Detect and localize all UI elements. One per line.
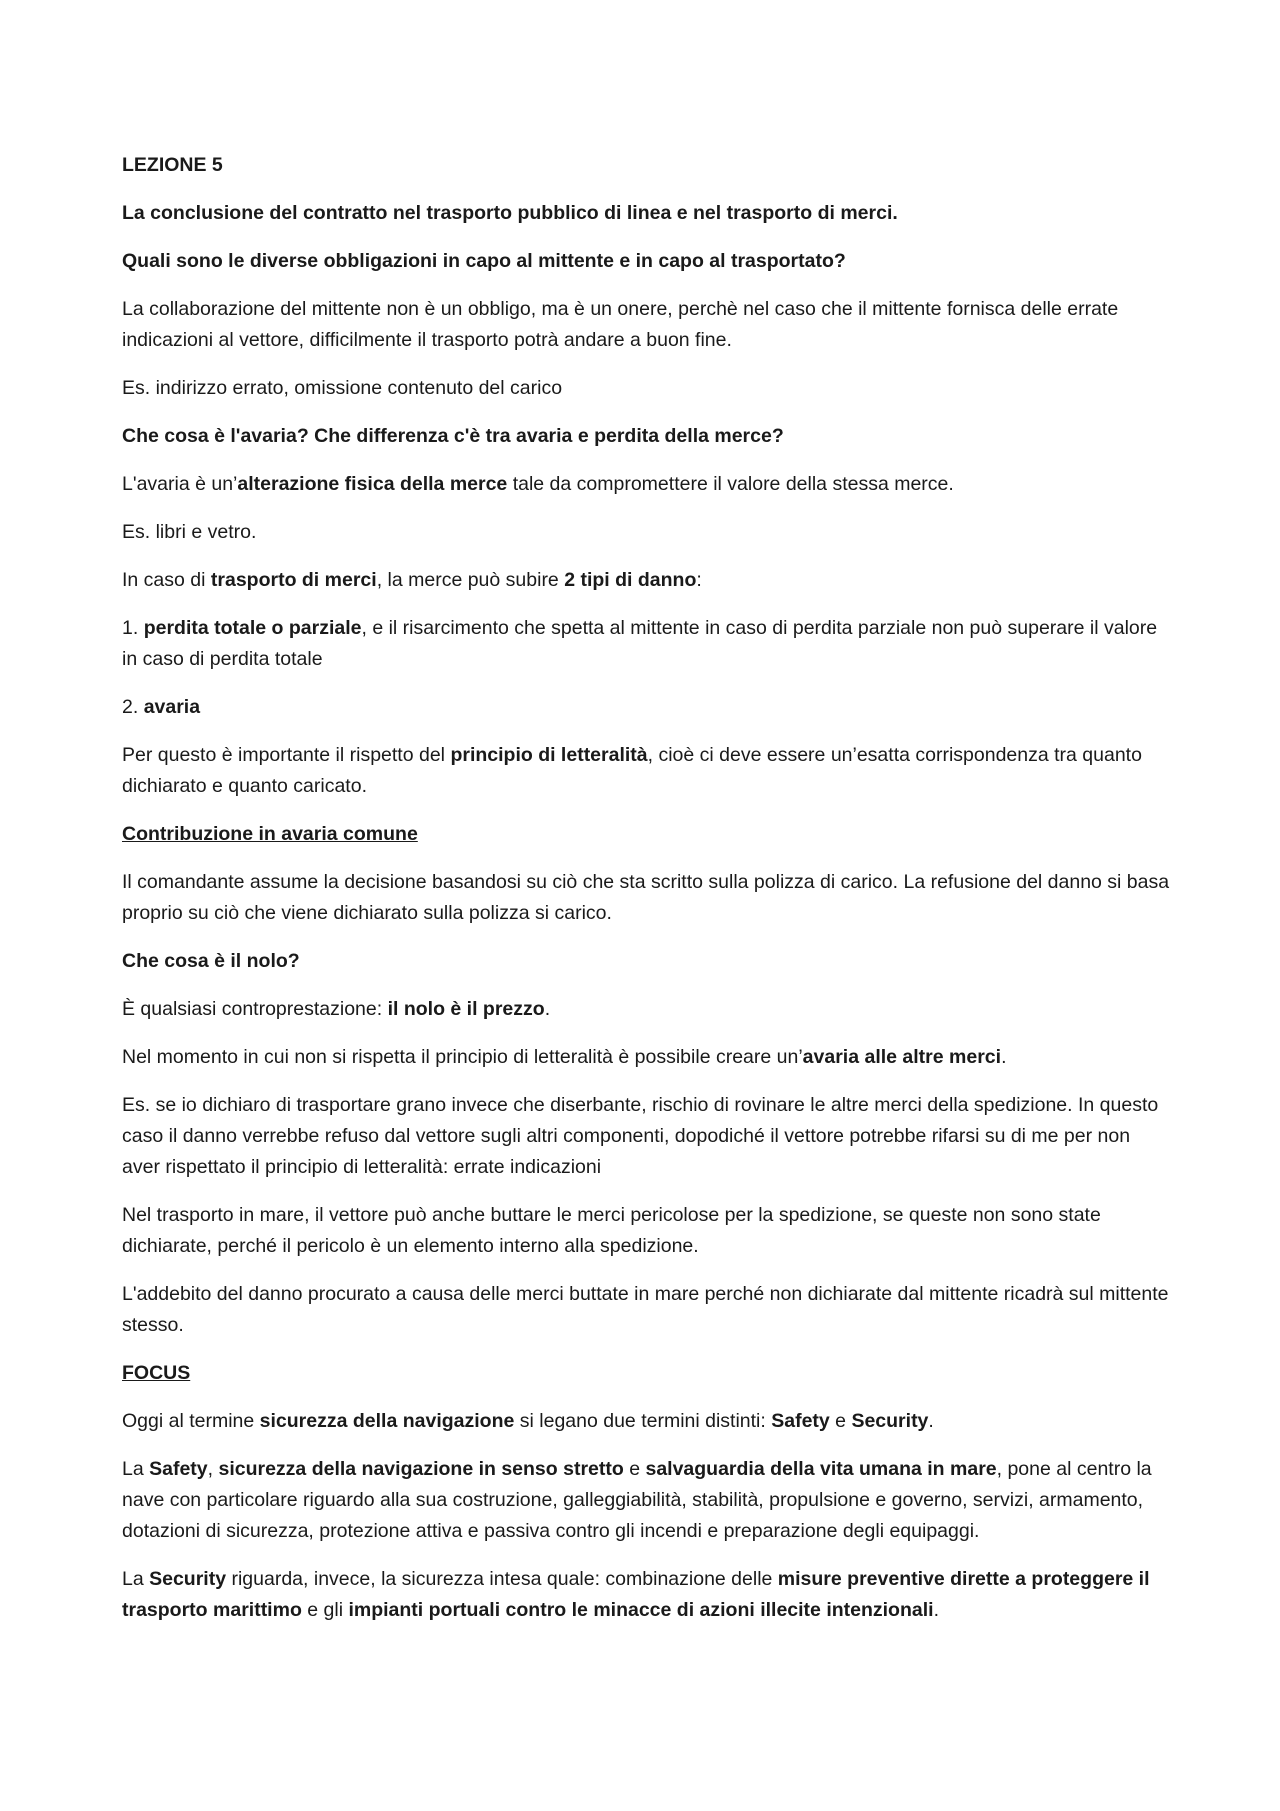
paragraph-example-grain: Es. se io dichiaro di trasportare grano invece che diserbante, rischio di rovinare le altre merci della spedizione. In questo caso il danno verrebbe refuso dal vettore sugli altri componenti, dopodiché il vettore potrebbe rifarsi su di me per non aver rispettato il principio di letteralità: errate indicazioni [122,1094,1159,1178]
paragraph-example-address: Es. indirizzo errato, omissione contenuto del carico [122,377,563,399]
question-obligations: Quali sono le diverse obbligazioni in capo al mittente e in capo al trasportato? [122,250,846,272]
paragraph-nolo-definition: È qualsiasi controprestazione: il nolo è il prezzo. [122,998,551,1020]
paragraph-sea-transport: Nel trasporto in mare, il vettore può anche buttare le merci pericolose per la spedizione, se queste non sono state dichiarate, perché il pericolo è un elemento interno alla spedizione. [122,1204,1101,1257]
paragraph-damage-types: In caso di trasporto di merci, la merce può subire 2 tipi di danno: [122,569,702,591]
subheading-focus: FOCUS [122,1362,191,1384]
lesson-title: LEZIONE 5 [122,154,223,176]
paragraph-collaboration: La collaborazione del mittente non è un obbligo, ma è un onere, perchè nel caso che il mittente fornisca delle errate indicazioni al vettore, difficilmente il trasporto potrà andare a buon fine. [122,298,1119,351]
paragraph-literality: Per questo è importante il rispetto del principio di letteralità, cioè ci deve essere un’esatta corrispondenza tra quanto dichiarato e quanto caricato. [122,744,1142,797]
paragraph-other-goods: Nel momento in cui non si rispetta il principio di letteralità è possibile creare un’avaria alle altre merci. [122,1046,1007,1068]
question-nolo: Che cosa è il nolo? [122,950,300,972]
question-avaria: Che cosa è l'avaria? Che differenza c'è tra avaria e perdita della merce? [122,425,784,447]
paragraph-example-books: Es. libri e vetro. [122,521,257,543]
paragraph-charge: L'addebito del danno procurato a causa delle merci buttate in mare perché non dichiarate dal mittente ricadrà sul mittente stesso. [122,1283,1169,1336]
paragraph-safety-security: Oggi al termine sicurezza della navigazione si legano due termini distinti: Safety e Security. [122,1410,934,1432]
paragraph-commander: Il comandante assume la decisione basandosi su ciò che sta scritto sulla polizza di carico. La refusione del danno si basa proprio su ciò che viene dichiarato sulla polizza si carico. [122,871,1170,924]
paragraph-avaria-definition: L'avaria è un’alterazione fisica della merce tale da compromettere il valore della stessa merce. [122,473,954,495]
list-item-loss: 1. perdita totale o parziale, e il risarcimento che spetta al mittente in caso di perdita parziale non può superare il valore in caso di perdita totale [122,617,1158,670]
list-item-avaria: 2. avaria [122,696,201,718]
section-heading: La conclusione del contratto nel trasporto pubblico di linea e nel trasporto di merci. [122,202,898,224]
paragraph-safety: La Safety, sicurezza della navigazione in senso stretto e salvaguardia della vita umana in mare, pone al centro la nave con particolare riguardo alla sua costruzione, galleggiabilità, stabilità, propulsione e governo, servizi, armamento, dotazioni di sicurezza, protezione attiva e passiva contro gli incendi e preparazione degli equipaggi. [122,1458,1152,1542]
subheading-contribution: Contribuzione in avaria comune [122,823,418,845]
document-body [122,150,1172,1643]
paragraph-security: La Security riguarda, invece, la sicurezza intesa quale: combinazione delle misure preventive dirette a proteggere il trasporto marittimo e gli impianti portuali contro le minacce di azioni illecite intenzionali. [122,1568,1150,1621]
